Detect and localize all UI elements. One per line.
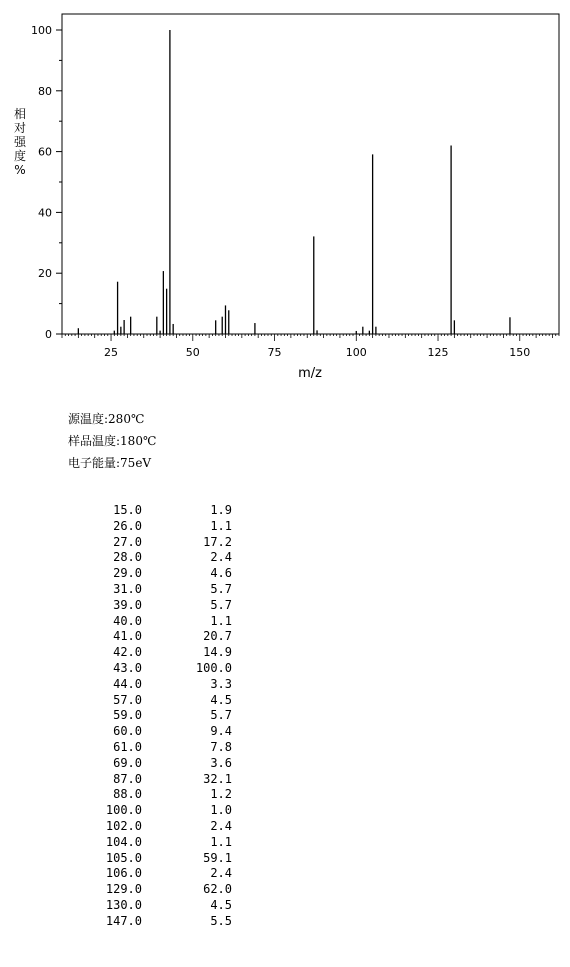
y-axis-label bbox=[14, 106, 27, 177]
table-row bbox=[88, 835, 248, 851]
table-row bbox=[88, 756, 248, 772]
y-tick-label: 100 bbox=[31, 24, 52, 37]
mz-value: 100.0 bbox=[105, 803, 142, 818]
mz-value: 61.0 bbox=[113, 739, 142, 754]
x-tick-label: 75 bbox=[267, 346, 282, 359]
mz-value: 44.0 bbox=[113, 676, 142, 691]
mz-value: 105.0 bbox=[105, 850, 142, 865]
intensity-value: 4.6 bbox=[210, 566, 232, 581]
table-row bbox=[88, 598, 248, 614]
intensity-value: 4.5 bbox=[210, 692, 232, 707]
table-row bbox=[88, 582, 248, 598]
electron-energy: 电子能量:75eV bbox=[68, 456, 152, 470]
y-axis-label-char: 度 bbox=[13, 149, 27, 163]
intensity-value: 1.0 bbox=[210, 803, 232, 818]
source-temperature: 源温度:280℃ bbox=[68, 412, 145, 426]
y-tick-label: 80 bbox=[38, 84, 52, 98]
mass-spectrum-chart bbox=[0, 0, 570, 390]
mz-value: 27.0 bbox=[113, 534, 142, 549]
intensity-value: 17.2 bbox=[203, 534, 232, 549]
y-tick-label: 60 bbox=[38, 145, 52, 159]
intensity-value: 1.9 bbox=[210, 503, 232, 517]
tick-labels bbox=[31, 24, 530, 359]
y-tick-label: 40 bbox=[38, 206, 52, 220]
table-row bbox=[88, 535, 248, 551]
mz-value: 41.0 bbox=[113, 629, 142, 644]
table-row bbox=[88, 693, 248, 709]
table-row bbox=[88, 803, 248, 819]
table-row bbox=[88, 866, 248, 882]
table-row bbox=[88, 566, 248, 582]
table-row bbox=[88, 882, 248, 898]
x-axis-label: m/z bbox=[298, 366, 322, 381]
spectrum-peaks bbox=[78, 30, 510, 334]
intensity-value: 62.0 bbox=[203, 882, 232, 897]
mz-value: 104.0 bbox=[105, 834, 142, 849]
y-axis-label-char: 相 bbox=[13, 107, 27, 121]
mz-value: 29.0 bbox=[113, 566, 142, 581]
table-row bbox=[88, 550, 248, 566]
x-tick-label: 100 bbox=[345, 346, 367, 359]
y-tick-label: 20 bbox=[38, 267, 52, 281]
table-row bbox=[88, 787, 248, 803]
acquisition-conditions bbox=[68, 408, 156, 474]
mz-value: 26.0 bbox=[113, 518, 142, 533]
peak-list-table bbox=[88, 503, 248, 930]
table-row bbox=[88, 677, 248, 693]
mz-value: 69.0 bbox=[113, 755, 142, 770]
table-row bbox=[88, 724, 248, 740]
table-row bbox=[88, 645, 248, 661]
table-row bbox=[88, 661, 248, 677]
intensity-value: 2.4 bbox=[210, 866, 232, 881]
mz-value: 39.0 bbox=[113, 597, 142, 612]
mz-value: 106.0 bbox=[105, 866, 142, 881]
axis-ticks bbox=[56, 30, 559, 341]
mz-value: 102.0 bbox=[105, 818, 142, 833]
table-row bbox=[88, 614, 248, 630]
mz-value: 15.0 bbox=[113, 503, 142, 517]
mz-value: 59.0 bbox=[113, 708, 142, 723]
mz-value: 40.0 bbox=[113, 613, 142, 628]
x-tick-label: 125 bbox=[427, 346, 449, 359]
intensity-value: 20.7 bbox=[203, 629, 232, 644]
table-row bbox=[88, 851, 248, 867]
intensity-value: 7.8 bbox=[210, 739, 232, 754]
mz-value: 88.0 bbox=[113, 787, 142, 802]
mz-value: 28.0 bbox=[113, 550, 142, 565]
mz-value: 129.0 bbox=[105, 882, 142, 897]
intensity-value: 5.5 bbox=[210, 913, 232, 928]
x-tick-label: 50 bbox=[185, 346, 200, 359]
table-row bbox=[88, 740, 248, 756]
table-row bbox=[88, 629, 248, 645]
intensity-value: 2.4 bbox=[210, 550, 232, 565]
table-row bbox=[88, 898, 248, 914]
intensity-value: 1.1 bbox=[210, 518, 232, 533]
table-row bbox=[88, 503, 248, 519]
mz-value: 42.0 bbox=[113, 645, 142, 660]
intensity-value: 3.3 bbox=[210, 676, 232, 691]
mz-value: 60.0 bbox=[113, 724, 142, 739]
intensity-value: 5.7 bbox=[210, 708, 232, 723]
table-row bbox=[88, 772, 248, 788]
plot-frame bbox=[62, 14, 559, 334]
x-tick-label: 25 bbox=[104, 346, 119, 359]
intensity-value: 5.7 bbox=[210, 581, 232, 596]
y-tick-label: 0 bbox=[45, 328, 52, 341]
mz-value: 57.0 bbox=[113, 692, 142, 707]
intensity-value: 32.1 bbox=[203, 771, 232, 786]
intensity-value: 5.7 bbox=[210, 597, 232, 612]
intensity-value: 59.1 bbox=[203, 850, 232, 865]
mz-value: 43.0 bbox=[113, 660, 142, 675]
table-row bbox=[88, 519, 248, 535]
mz-value: 130.0 bbox=[105, 897, 142, 912]
table-row bbox=[88, 708, 248, 724]
intensity-value: 9.4 bbox=[210, 724, 232, 739]
y-axis-label-char: 对 bbox=[13, 121, 27, 135]
mz-value: 31.0 bbox=[113, 581, 142, 596]
mz-value: 87.0 bbox=[113, 771, 142, 786]
table-row bbox=[88, 914, 248, 930]
intensity-value: 1.1 bbox=[210, 834, 232, 849]
intensity-value: 100.0 bbox=[195, 660, 232, 675]
y-axis-label-char: 强 bbox=[13, 135, 27, 149]
intensity-value: 3.6 bbox=[210, 755, 232, 770]
intensity-value: 2.4 bbox=[210, 818, 232, 833]
x-tick-label: 150 bbox=[509, 346, 531, 359]
y-axis-label-char: % bbox=[14, 163, 26, 177]
intensity-value: 1.2 bbox=[210, 787, 232, 802]
intensity-value: 1.1 bbox=[210, 613, 232, 628]
sample-temperature: 样品温度:180℃ bbox=[68, 434, 157, 448]
intensity-value: 14.9 bbox=[203, 645, 232, 660]
table-row bbox=[88, 819, 248, 835]
mz-value: 147.0 bbox=[105, 913, 142, 928]
intensity-value: 4.5 bbox=[210, 897, 232, 912]
